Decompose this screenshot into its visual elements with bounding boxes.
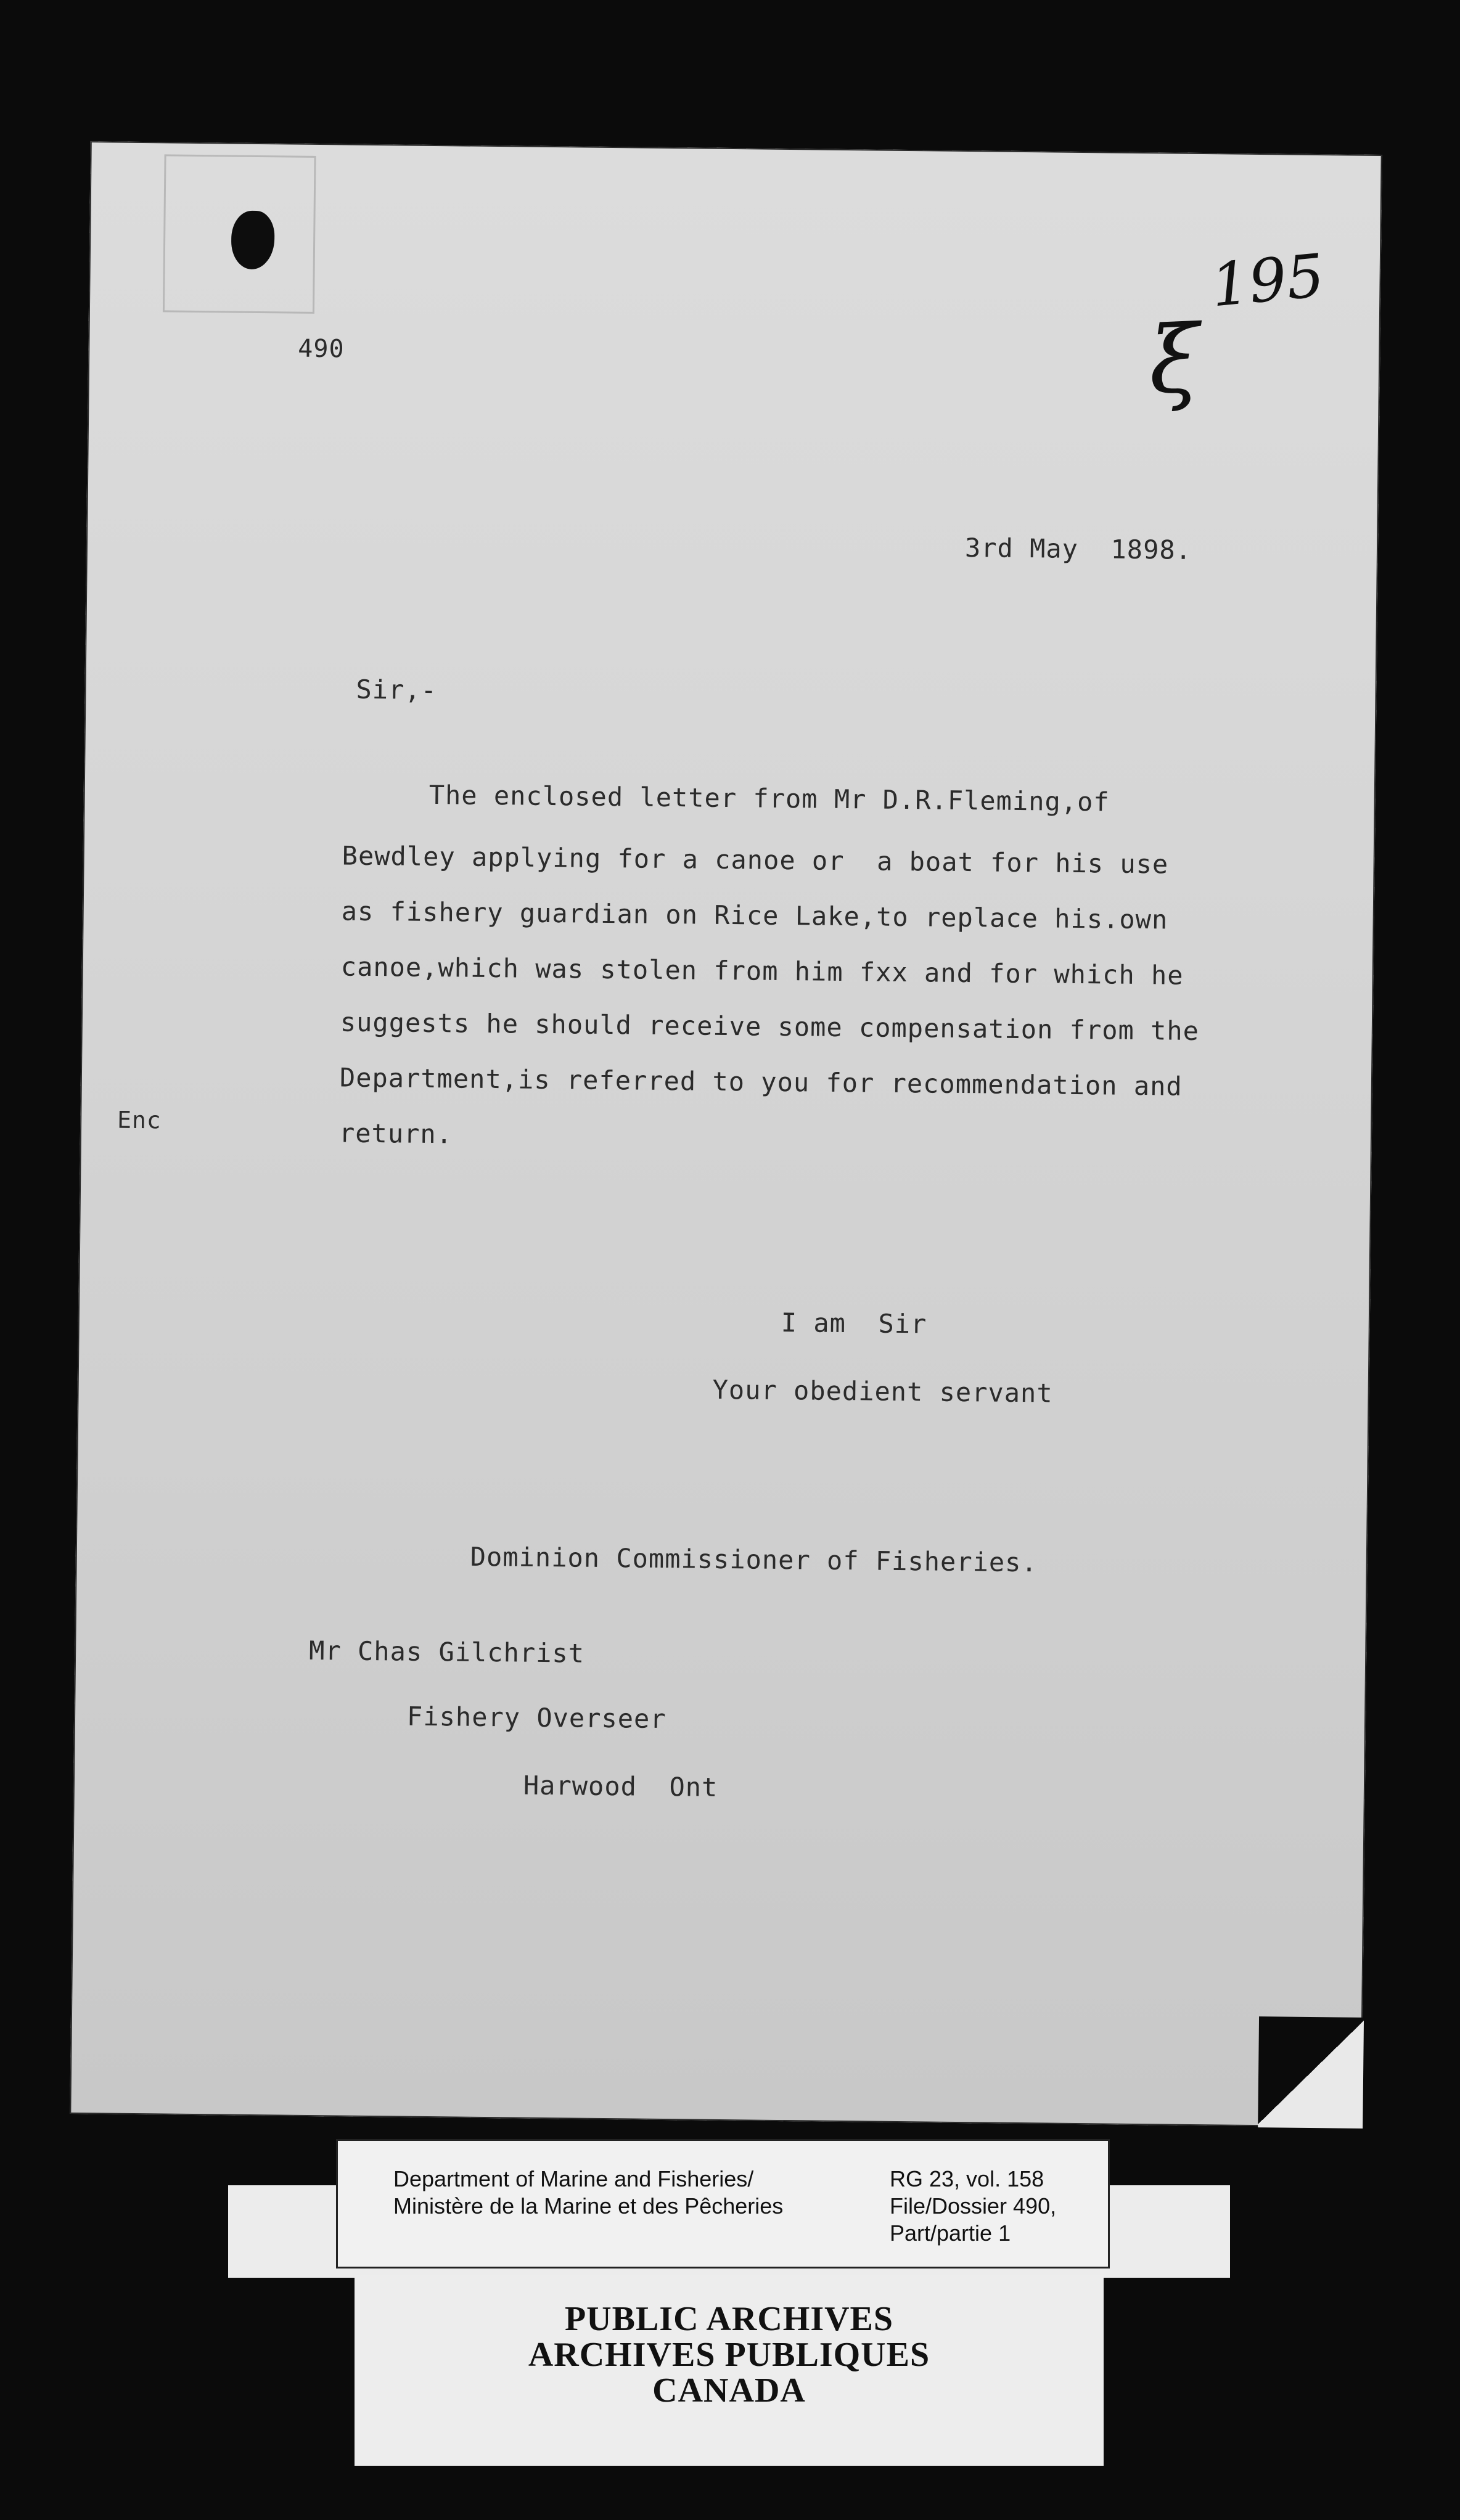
body-line: Department,is referred to you for recommendation and [339,1062,1183,1102]
archive-stamp-line: CANADA [652,2371,806,2410]
body-line: return. [338,1118,453,1150]
enclosure-mark: Enc [117,1106,162,1134]
department-names [393,2166,783,2220]
letter-page [70,141,1382,2127]
handwritten-folio-number: 195 [1208,240,1327,321]
folded-corner [1258,2016,1364,2129]
addressee-name: Mr Chas Gilchrist [308,1635,585,1669]
signature-title: Dominion Commissioner of Fisheries. [470,1541,1038,1578]
department-fr: Ministère de la Marine et des Pêcheries [393,2193,784,2219]
archive-stamp-line: ARCHIVES PUBLIQUES [528,2336,930,2374]
salutation: Sir,- [356,674,438,706]
archive-reference-label [336,2139,1110,2268]
reference-file: File/Dossier 490, [890,2193,1057,2219]
addressee-title: Fishery Overseer [406,1701,666,1735]
closing-line: Your obedient servant [712,1374,1053,1409]
department-en: Department of Marine and Fisheries/ [393,2166,754,2191]
body-line: The enclosed letter from Mr D.R.Fleming,of [429,779,1110,817]
addressee-place: Harwood Ont [523,1770,718,1802]
closing-line: I am Sir [781,1307,927,1340]
body-line: canoe,which was stolen from him fxx and for which he [340,951,1184,991]
body-line: as fishery guardian on Rice Lake,to replace his.own [341,896,1168,935]
file-number: 490 [298,334,345,364]
reference-part: Part/partie 1 [890,2220,1011,2246]
handwritten-margin-mark: ξ [1146,305,1202,415]
archive-reference [890,2166,1056,2247]
reference-rg: RG 23, vol. 158 [890,2166,1044,2191]
public-archives-stamp [355,2275,1104,2466]
body-line: suggests he should receive some compensation from the [340,1007,1200,1047]
archive-stamp-line: PUBLIC ARCHIVES [564,2300,894,2338]
letter-date: 3rd May 1898. [964,533,1192,565]
body-line: Bewdley applying for a canoe or a boat for his use [342,840,1169,880]
